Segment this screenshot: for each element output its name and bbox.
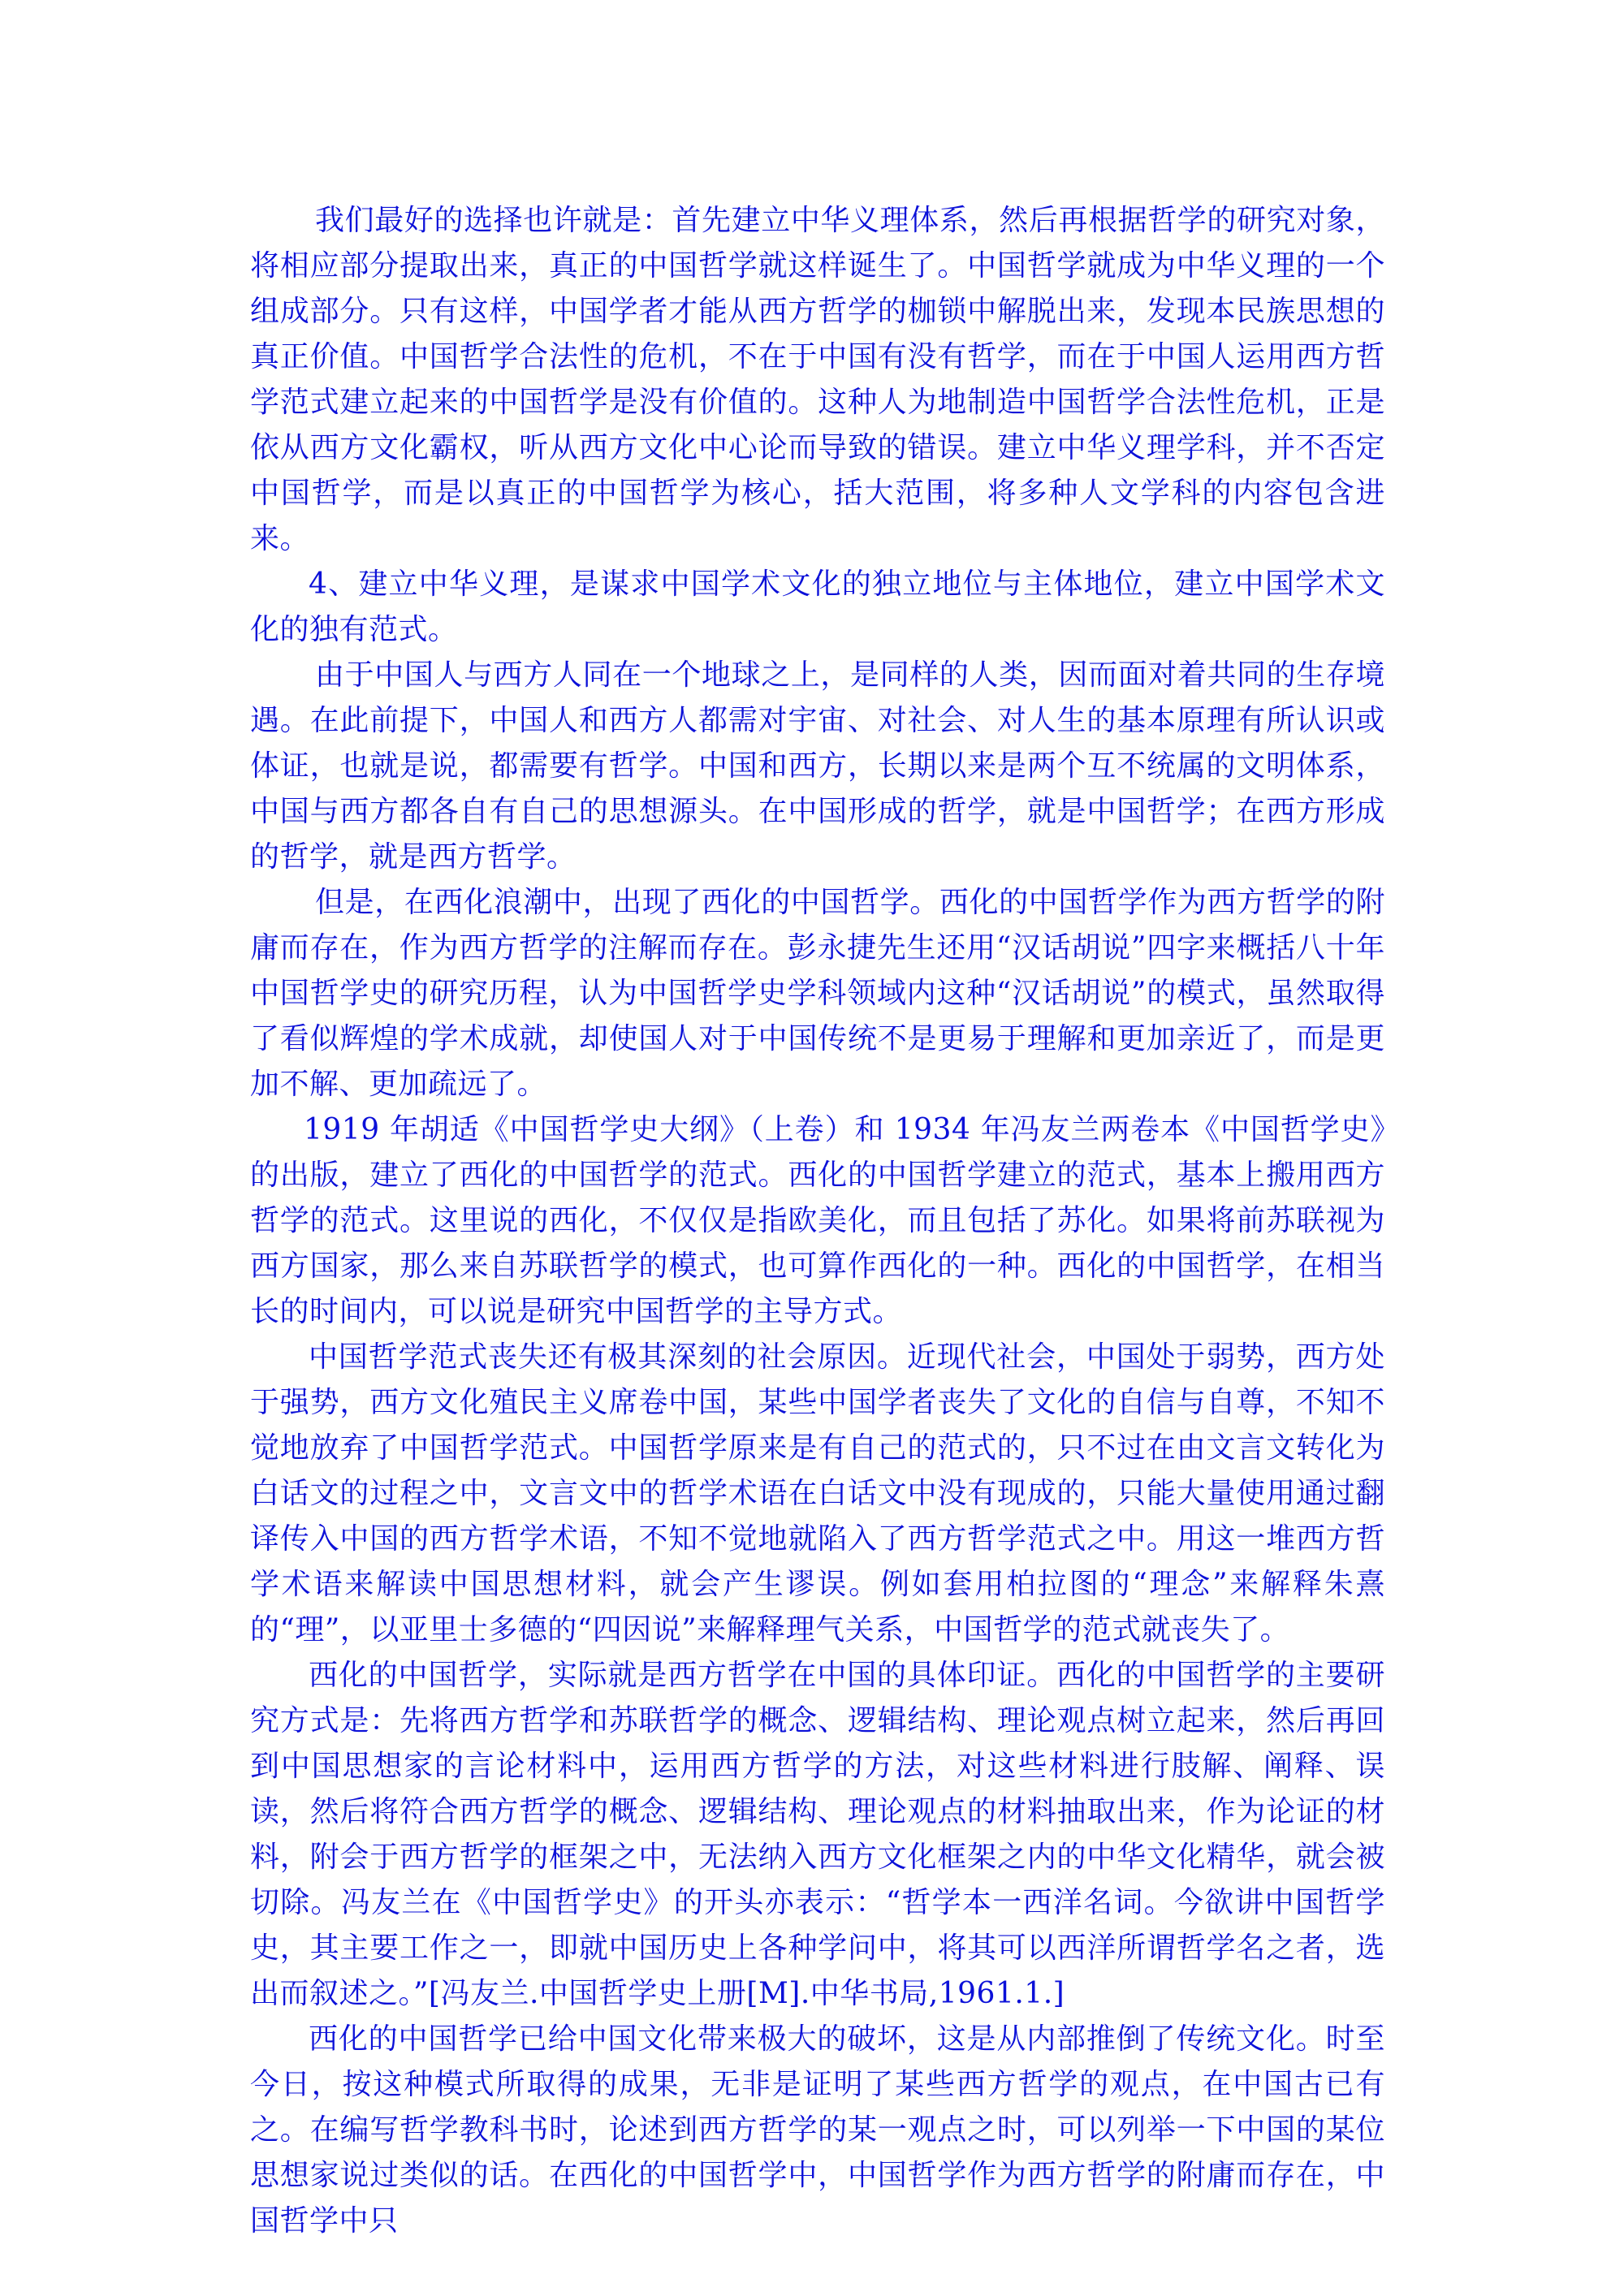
paragraph-3: 由于中国人与西方人同在一个地球之上，是同样的人类，因而面对着共同的生存境遇。在此前提下，中国人和西方人都需对宇宙、对社会、对人生的基本原理有所认识或体证，也就是说，都需要有哲学。中国和西方，长期以来是两个互不统属的文明体系，中国与西方都各自有自己的思想源头。在中国形成的哲学，就是中国哲学；在西方形成的哲学，就是西方哲学。 [250,658,1385,874]
paragraph-4: 但是，在西化浪潮中，出现了西化的中国哲学。西化的中国哲学作为西方哲学的附庸而存在，作为西方哲学的注解而存在。彭永捷先生还用“汉话胡说”四字来概括八十年中国哲学史的研究历程，认为中国哲学史学科领域内这种“汉话胡说”的模式，虽然取得了看似辉煌的学术成就，却使国人对于中国传统不是更易于理解和更加亲近了，而是更加不解、更加疏远了。 [250,886,1385,1101]
paragraph-1: 我们最好的选择也许就是：首先建立中华义理体系，然后再根据哲学的研究对象，将相应部分提取出来，真正的中国哲学就这样诞生了。中国哲学就成为中华义理的一个组成部分。只有这样，中国学者才能从西方哲学的枷锁中解脱出来，发现本民族思想的真正价值。中国哲学合法性的危机，不在于中国有没有哲学，而在于中国人运用西方哲学范式建立起来的中国哲学是没有价值的。这种人为地制造中国哲学合法性危机，正是依从西方文化霸权，听从西方文化中心论而导致的错误。建立中华义理学科，并不否定中国哲学，而是以真正的中国哲学为核心，括大范围，将多种人文学科的内容包含进来。 [250,204,1385,555]
body-text [250,198,1385,2244]
paragraph-8: 西化的中国哲学已给中国文化带来极大的破坏，这是从内部推倒了传统文化。时至今日，按这种模式所取得的成果，无非是证明了某些西方哲学的观点，在中国古已有之。在编写哲学教科书时，论述到西方哲学的某一观点之时，可以列举一下中国的某位思想家说过类似的话。在西化的中国哲学中，中国哲学作为西方哲学的附庸而存在，中国哲学中只 [250,2022,1385,2238]
paragraph-5: 1919 年胡适《中国哲学史大纲》（上卷）和 1934 年冯友兰两卷本《中国哲学史》的出版，建立了西化的中国哲学的范式。西化的中国哲学建立的范式，基本上搬用西方哲学的范式。这里说的西化，不仅仅是指欧美化，而且包括了苏化。如果将前苏联视为西方国家，那么来自苏联哲学的模式，也可算作西化的一种。西化的中国哲学，在相当长的时间内，可以说是研究中国哲学的主导方式。 [250,1113,1385,1328]
paragraph-7: 西化的中国哲学，实际就是西方哲学在中国的具体印证。西化的中国哲学的主要研究方式是：先将西方哲学和苏联哲学的概念、逻辑结构、理论观点树立起来，然后再回到中国思想家的言论材料中，运用西方哲学的方法，对这些材料进行肢解、阐释、误读，然后将符合西方哲学的概念、逻辑结构、理论观点的材料抽取出来，作为论证的材料，附会于西方哲学的框架之中，无法纳入西方文化框架之内的中华文化精华，就会被切除。冯友兰在《中国哲学史》的开头亦表示：“哲学本一西洋名词。今欲讲中国哲学史，其主要工作之一，即就中国历史上各种学问中，将其可以西洋所谓哲学名之者，选出而叙述之。”[冯友兰.中国哲学史上册[M].中华书局,1961.1.] [250,1659,1385,2010]
paragraph-6: 中国哲学范式丧失还有极其深刻的社会原因。近现代社会，中国处于弱势，西方处于强势，西方文化殖民主义席卷中国，某些中国学者丧失了文化的自信与自尊，不知不觉地放弃了中国哲学范式。中国哲学原来是有自己的范式的，只不过在由文言文转化为白话文的过程之中，文言文中的哲学术语在白话文中没有现成的，只能大量使用通过翻译传入中国的西方哲学术语，不知不觉地就陷入了西方哲学范式之中。用这一堆西方哲学术语来解读中国思想材料，就会产生谬误。例如套用柏拉图的“理念”来解释朱熹的“理”，以亚里士多德的“四因说”来解释理气关系，中国哲学的范式就丧失了。 [250,1340,1385,1646]
paragraph-2-heading: 4、建立中华义理，是谋求中国学术文化的独立地位与主体地位，建立中国学术文化的独有范式。 [250,568,1385,646]
